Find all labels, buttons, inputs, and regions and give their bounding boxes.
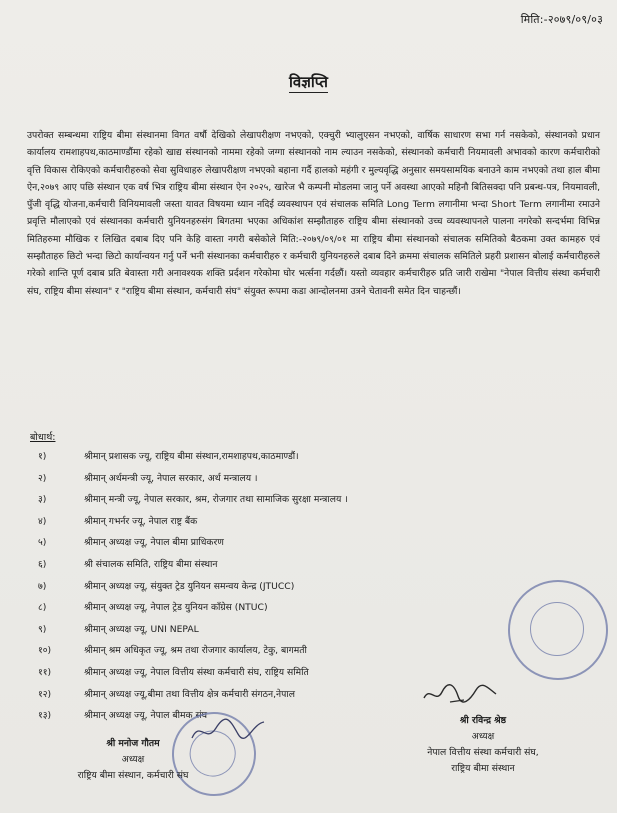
recipient-number: १): [38, 451, 47, 462]
recipient-number: ७): [38, 580, 47, 592]
recipient-text: श्रीमान् गभर्नर ज्यू, नेपाल राष्ट्र बैंक: [84, 515, 198, 527]
recipient-item: [38, 684, 348, 706]
recipient-text: श्री संचालक समिति, राष्ट्रिय बीमा संस्थान: [84, 558, 218, 570]
document-title-text: विज्ञप्ति: [289, 73, 328, 91]
recipient-item: [38, 489, 348, 511]
recipient-number: ११): [38, 666, 52, 678]
recipient-number: ४): [38, 515, 47, 527]
recipient-text: श्रीमान् अध्यक्ष ज्यू, नेपाल वित्तीय संस्था कर्मचारी संघ, राष्ट्रिय समिति: [84, 666, 309, 678]
recipient-text: श्रीमान् अध्यक्ष ज्यू,बीमा तथा वित्तीय क्षेत्र कर्मचारी संगठन,नेपाल: [84, 688, 295, 700]
recipient-text: श्रीमान् प्रशासक ज्यू, राष्ट्रिय बीमा संस्थान,रामशाहपथ,काठमाण्डौं।: [84, 451, 299, 462]
recipient-number: ८): [38, 602, 47, 614]
signature-block-right: [378, 713, 588, 777]
recipient-item: [38, 640, 348, 662]
recipient-item: [38, 446, 348, 468]
signatory-left-role: अध्यक्ष: [121, 754, 145, 765]
recipient-item: [38, 532, 348, 554]
signatory-left-org: राष्ट्रिय बीमा संस्थान, कर्मचारी संघ: [77, 770, 189, 781]
recipient-item: [38, 662, 348, 684]
recipient-text: श्रीमान् श्रम अधिकृत ज्यू, श्रम तथा रोजगार कार्यालय, टेकु, बागमती: [84, 645, 307, 657]
recipient-number: १२): [38, 688, 52, 700]
recipient-list: [38, 446, 348, 727]
union-seal-right-inner: [530, 602, 584, 656]
recipient-item: [38, 576, 348, 598]
recipient-number: ३): [38, 494, 47, 506]
signatory-right-role: अध्यक्ष: [471, 731, 495, 742]
recipient-number: ६): [38, 558, 47, 570]
recipient-item: [38, 468, 348, 490]
recipient-text: श्रीमान् अध्यक्ष ज्यू, संयुक्त ट्रेड युनियन समन्वय केन्द्र (JTUCC): [84, 580, 295, 592]
recipient-text: श्रीमान् अध्यक्ष ज्यू, नेपाल बीमक संघ: [84, 710, 208, 722]
recipient-item: [38, 597, 348, 619]
recipient-number: १३): [38, 710, 52, 722]
document-body: उपरोक्त सम्बन्धमा राष्ट्रिय बीमा संस्थानमा विगत वर्षौ देखिको लेखापरीक्षण नभएको, एक्चुरी भ्यालुएसन नभएको, वार्षिक साधारण सभा गर्न नसकेको, संस्थानको प्रधान कार्यालय रामशाहपथ,काठमाण्डौंमा रहेको खाद्य संस्थानको नाममा रहेको जग्गा संस्थानको नाम ल्याउन नसकेको, संस्थानको कर्मचारी नियमावली अभावको कारण कर्मचारीको वृत्ति विकास रोकिएको कर्मचारीहरुको सेवा सुविधाहरु लेखापरीक्षण नभएको बहाना गर्दै हालको महंगी र मुल्यवृद्धि अनुसार समयसामयिक बनाउने काम नभएको तथा हाल बीमा ऐन,२०७९ आए पछि संस्थान एक वर्ष भित्र राष्ट्रिय बीमा संस्थान ऐन २०२५, खारेज भै कम्पनी मोडलमा जानु पर्ने अवस्था आएको महिनौ बितिसक्दा पनि प्रबन्ध-पत्र, नियमावली, पुँजी वृद्धि योजना,कर्मचारी विनियमावली जस्ता यावत विषयमा ध्यान नदिई व्यवस्थापन एवं संचालक समिति Long Term लगानीमा भन्दा Short Term लगानीमा रमाउने प्रवृत्ति मौलाएको एवं संस्थानका कर्मचारी युनियनहरुसंग बिगतमा भएका अधिकांश सम्झौताहरु राष्ट्रिय बीमा संस्थानको उच्च व्यवस्थापनले पालना नगरेको सन्दर्भमा विभिन्न मितिहरुमा मौखिक र लिखित दबाब दिए पनि केहि वास्ता नगरी बसेकोले मिति:-२०७९/०९/०१ मा राष्ट्रिय बीमा संस्थानको संचालक समितिको बैठकमा उक्त कामहरु एवं सम्झौताहरु छिटो भन्दा छिटो कार्यान्वयन गर्नु पर्ने भनी संस्थानका कर्मचारीहरु र कर्मचारी युनियनहरुले दबाब दिने क्रममा संचालक समितिले प्रहरी प्रशासन बोलाई कर्मचारीहरुले गरेको शान्ति पूर्ण दबाब प्रति बेवास्ता गरी अनावश्यक शक्ति प्रर्दशन गरेकोमा घोर भर्त्सना गर्दछौं। यस्तो व्यवहार कर्मचारीहरु प्रति जारी राखेमा "नेपाल वित्तीय संस्था कर्मचारी संघ, राष्ट्रिय बीमा संस्थान" र "राष्ट्रिय बीमा संस्थान, कर्मचारी संघ" संयुक्त रूपमा कडा आन्दोलनमा उत्रने चेतावनी समेत दिन चाहन्छौं।: [27, 130, 600, 297]
signature-scribble-right: [420, 678, 500, 708]
recipient-text: श्रीमान् अध्यक्ष ज्यू, नेपाल ट्रेड युनियन काँग्रेस (NTUC): [84, 602, 268, 614]
union-seal-right: [508, 580, 608, 680]
recipient-text: श्रीमान् अध्यक्ष ज्यू, नेपाल बीमा प्राधिकरण: [84, 537, 224, 549]
recipient-number: २): [38, 472, 47, 484]
signatory-right-name: श्री रविन्द्र श्रेष्ठ: [459, 715, 507, 726]
recipient-number: १०): [38, 645, 52, 657]
document-date: मिति:-२०७९/०९/०३: [520, 13, 603, 26]
recipient-text: श्रीमान् अर्थमन्त्री ज्यू, नेपाल सरकार, अर्थ मन्त्रालय ।: [84, 472, 258, 484]
recipient-number: ५): [38, 537, 47, 549]
signatory-right-org-line2: राष्ट्रिय बीमा संस्थान: [451, 763, 515, 774]
document-title: [0, 72, 617, 92]
recipient-item: [38, 554, 348, 576]
signature-block-left: [48, 736, 218, 784]
recipient-text: श्रीमान् मन्त्री ज्यू, नेपाल सरकार, श्रम, रोजगार तथा सामाजिक सुरक्षा मन्त्रालय ।: [84, 494, 348, 506]
signatory-left-name: श्री मनोज गौतम: [106, 738, 160, 749]
recipient-item: [38, 511, 348, 533]
recipient-item: [38, 619, 348, 641]
recipient-number: ९): [38, 623, 47, 635]
recipient-text: श्रीमान् अध्यक्ष ज्यू, UNI NEPAL: [84, 623, 199, 635]
bodharth-label: बोधार्थ:: [30, 432, 56, 443]
signatory-right-org-line1: नेपाल वित्तीय संस्था कर्मचारी संघ,: [427, 747, 539, 758]
